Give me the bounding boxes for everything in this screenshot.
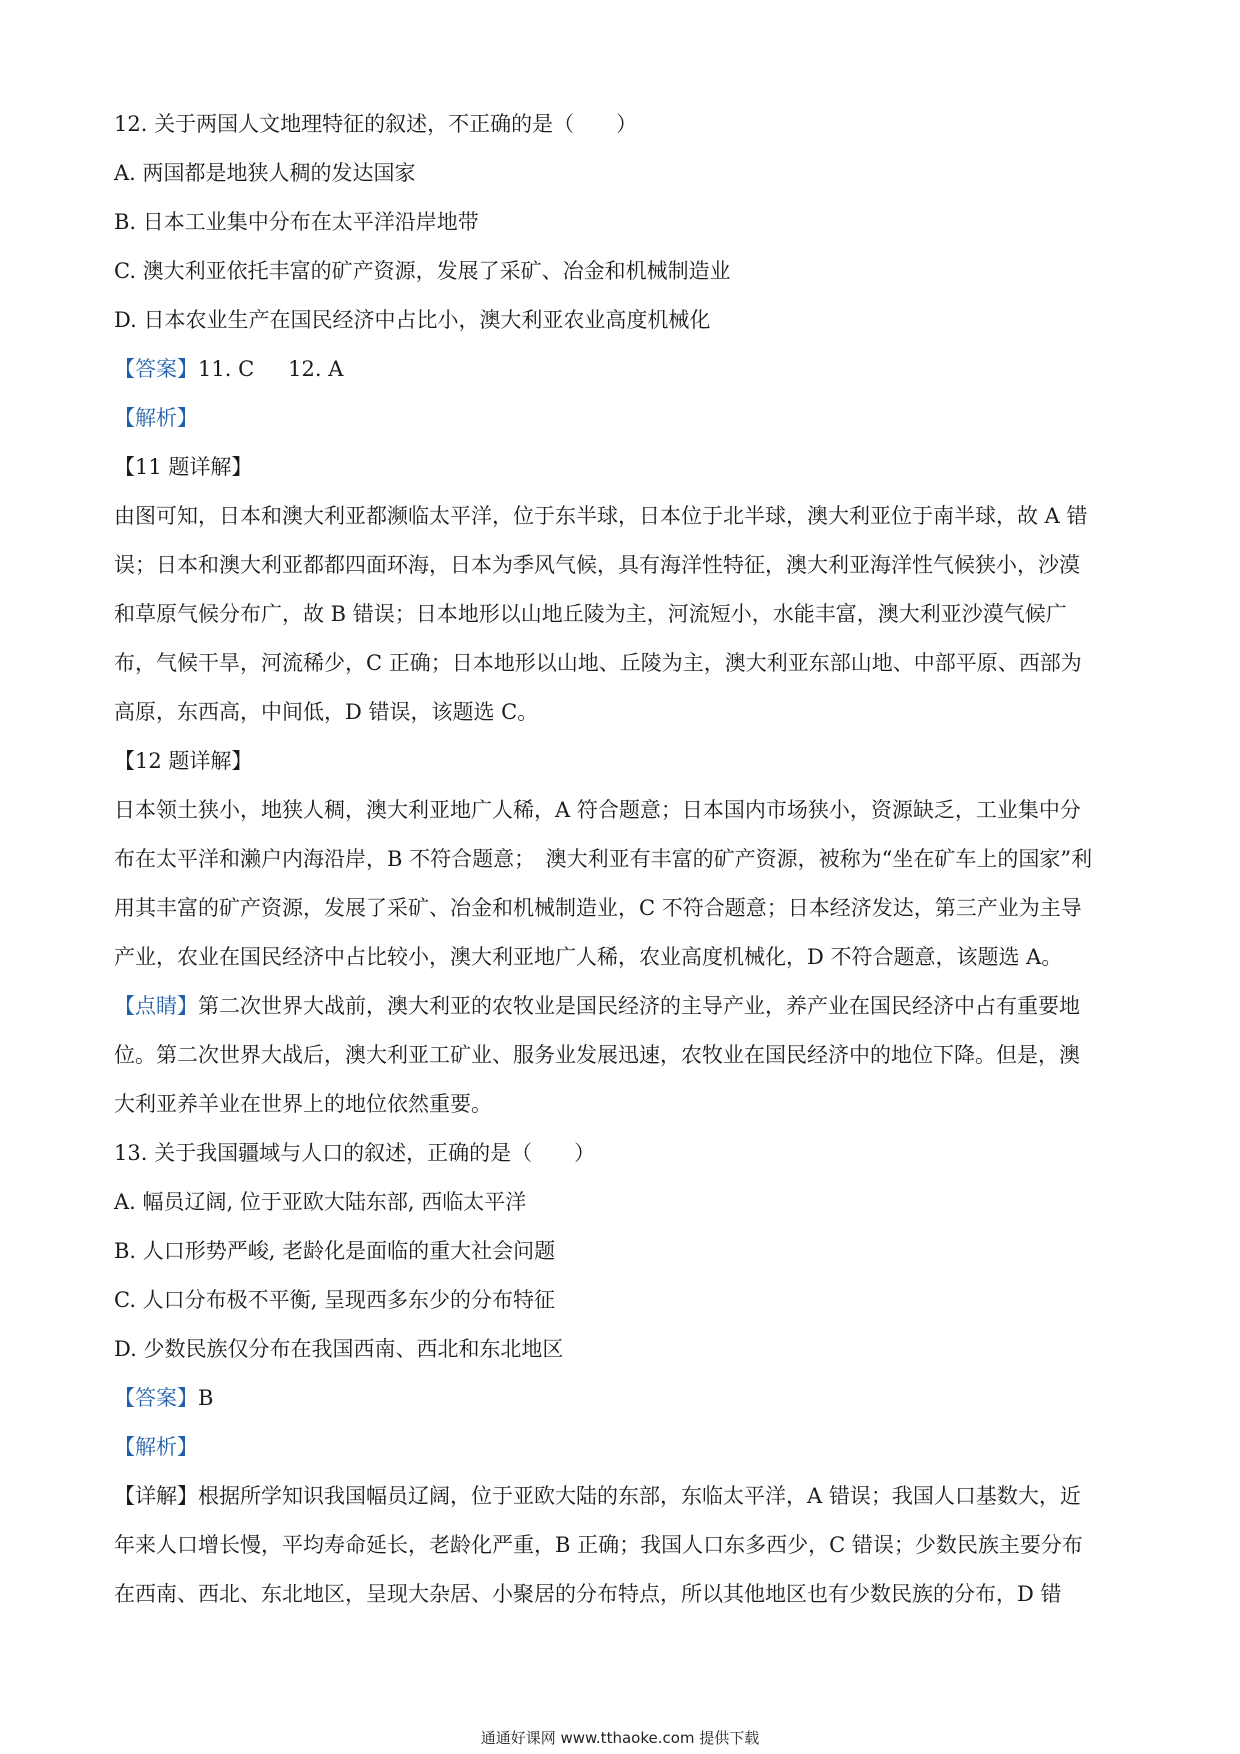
analysis-tag: 【解析】	[114, 1435, 198, 1459]
answer-tag: 【答案】	[114, 357, 198, 381]
tip-text: 第二次世界大战前，澳大利亚的农牧业是国民经济的主导产业，养产业在国民经济中占有重要地	[198, 994, 1080, 1018]
detail-12-line: 布在太平洋和濑户内海沿岸，B 不符合题意； 澳大利亚有丰富的矿产资源，被称为“坐在矿车上的国家”利	[114, 847, 1093, 871]
option-a: A. 两国都是地狭人稠的发达国家	[114, 161, 416, 185]
detail-13-line	[114, 1472, 1130, 1521]
option-c: C. 人口分布极不平衡, 呈现西多东少的分布特征	[114, 1288, 556, 1312]
option-d: D. 少数民族仅分布在我国西南、西北和东北地区	[114, 1337, 564, 1361]
answer-12: 12. A	[288, 357, 344, 381]
tip-tag: 【点睛】	[114, 994, 198, 1018]
answer-13: B	[198, 1386, 214, 1410]
tip-line	[114, 982, 1130, 1031]
detail-11-line: 高原，东西高，中间低，D 错误，该题选 C。	[114, 700, 539, 724]
detail-11-line: 由图可知，日本和澳大利亚都濒临太平洋，位于东半球，日本位于北半球，澳大利亚位于南半球，故 A 错	[114, 504, 1088, 528]
detail-13-line: 在西南、西北、东北地区，呈现大杂居、小聚居的分布特点，所以其他地区也有少数民族的分布，D 错	[114, 1582, 1062, 1606]
answer-11: 11. C	[198, 357, 255, 381]
detail-11-line: 误；日本和澳大利亚都都四面环海，日本为季风气候，具有海洋性特征，澳大利亚海洋性气候狭小，沙漠	[114, 553, 1080, 577]
question-13-stem: 13. 关于我国疆域与人口的叙述，正确的是（ ）	[114, 1141, 596, 1165]
detail-13-text: 根据所学知识我国幅员辽阔，位于亚欧大陆的东部，东临太平洋，A 错误；我国人口基数大，近	[198, 1484, 1081, 1508]
detail-11-line: 布，气候干旱，河流稀少，C 正确；日本地形以山地、丘陵为主，澳大利亚东部山地、中部平原、西部为	[114, 651, 1082, 675]
detail-12-line: 用其丰富的矿产资源，发展了采矿、冶金和机械制造业，C 不符合题意；日本经济发达，第三产业为主导	[114, 896, 1082, 920]
answer-tag: 【答案】	[114, 1386, 198, 1410]
detail-13-line: 年来人口增长慢，平均寿命延长，老龄化严重，B 正确；我国人口东多西少，C 错误；少数民族主要分布	[114, 1533, 1083, 1557]
detail-11-heading: 【11 题详解】	[114, 455, 253, 479]
tip-line: 位。第二次世界大战后，澳大利亚工矿业、服务业发展迅速，农牧业在国民经济中的地位下降。但是，澳	[114, 1043, 1080, 1067]
detail-12-heading: 【12 题详解】	[114, 749, 253, 773]
option-d: D. 日本农业生产在国民经济中占比小，澳大利亚农业高度机械化	[114, 308, 711, 332]
answer-line	[114, 345, 1130, 394]
answer-line	[114, 1374, 1130, 1423]
option-c: C. 澳大利亚依托丰富的矿产资源，发展了采矿、冶金和机械制造业	[114, 259, 731, 283]
analysis-tag: 【解析】	[114, 406, 198, 430]
page-content	[114, 100, 1130, 1619]
detail-12-line: 产业，农业在国民经济中占比较小，澳大利亚地广人稀，农业高度机械化，D 不符合题意，该题选 A。	[114, 945, 1063, 969]
question-12-stem: 12. 关于两国人文地理特征的叙述，不正确的是（ ）	[114, 112, 638, 136]
detail-13-tag: 【详解】	[114, 1484, 198, 1508]
option-a: A. 幅员辽阔, 位于亚欧大陆东部, 西临太平洋	[114, 1190, 527, 1214]
detail-11-line: 和草原气候分布广，故 B 错误；日本地形以山地丘陵为主，河流短小，水能丰富，澳大利亚沙漠气候广	[114, 602, 1067, 626]
page-footer: 通通好课网 www.tthaoke.com 提供下载	[480, 1729, 760, 1747]
option-b: B. 日本工业集中分布在太平洋沿岸地带	[114, 210, 479, 234]
detail-12-line: 日本领土狭小，地狭人稠，澳大利亚地广人稀，A 符合题意；日本国内市场狭小，资源缺乏，工业集中分	[114, 798, 1081, 822]
option-b: B. 人口形势严峻, 老龄化是面临的重大社会问题	[114, 1239, 556, 1263]
tip-line: 大利亚养羊业在世界上的地位依然重要。	[114, 1092, 492, 1116]
